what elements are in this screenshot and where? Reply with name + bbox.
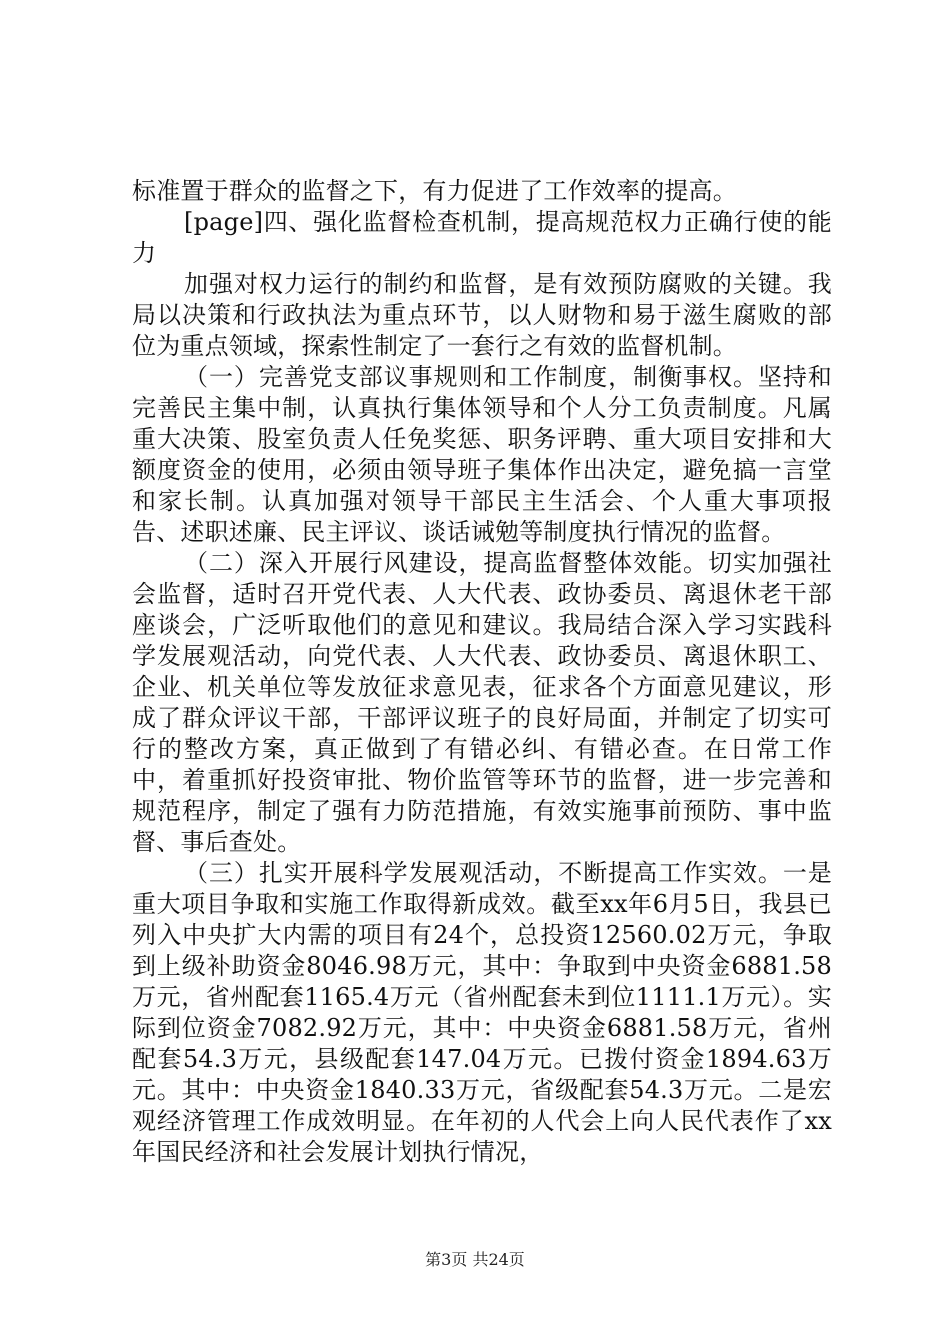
document-body: [132, 176, 832, 1168]
page-footer: 第3页 共24页: [425, 1250, 525, 1269]
section-heading: [page]四、强化监督检查机制，提高规范权力正确行使的能力: [132, 208, 832, 267]
paragraph-intro: 加强对权力运行的制约和监督，是有效预防腐败的关键。我局以决策和行政执法为重点环节，以人财物和易于滋生腐败的部位为重点领域，探索性制定了一套行之有效的监督机制。: [132, 270, 832, 360]
paragraph-continuation: 标准置于群众的监督之下，有力促进了工作效率的提高。: [132, 177, 737, 205]
paragraph-item-3: （三）扎实开展科学发展观活动，不断提高工作实效。一是重大项目争取和实施工作取得新成效。截至xx年6月5日，我县已列入中央扩大内需的项目有24个，总投资12560.02万元，争取到上级补助资金8046.98万元，其中：争取到中央资金6881.58万元，省州配套1165.4万元（省州配套未到位1111.1万元）。实际到位资金7082.92万元，其中：中央资金6881.58万元，省州配套54.3万元，县级配套147.04万元。已拨付资金1894.63万元。其中：中央资金1840.33万元，省级配套54.3万元。二是宏观经济管理工作成效明显。在年初的人代会上向人民代表作了xx年国民经济和社会发展计划执行情况，: [132, 859, 832, 1166]
paragraph-item-2: （二）深入开展行风建设，提高监督整体效能。切实加强社会监督，适时召开党代表、人大代表、政协委员、离退休老干部座谈会，广泛听取他们的意见和建议。我局结合深入学习实践科学发展观活动，向党代表、人大代表、政协委员、离退休职工、企业、机关单位等发放征求意见表，征求各个方面意见建议，形成了群众评议干部，干部评议班子的良好局面，并制定了切实可行的整改方案，真正做到了有错必纠、有错必查。在日常工作中，着重抓好投资审批、物价监管等环节的监督，进一步完善和规范程序，制定了强有力防范措施，有效实施事前预防、事中监督、事后查处。: [132, 549, 832, 856]
paragraph-item-1: （一）完善党支部议事规则和工作制度，制衡事权。坚持和完善民主集中制，认真执行集体领导和个人分工负责制度。凡属重大决策、股室负责人任免奖惩、职务评聘、重大项目安排和大额度资金的使用，必须由领导班子集体作出决定，避免搞一言堂和家长制。认真加强对领导干部民主生活会、个人重大事项报告、述职述廉、民主评议、谈话诫勉等制度执行情况的监督。: [132, 363, 832, 546]
